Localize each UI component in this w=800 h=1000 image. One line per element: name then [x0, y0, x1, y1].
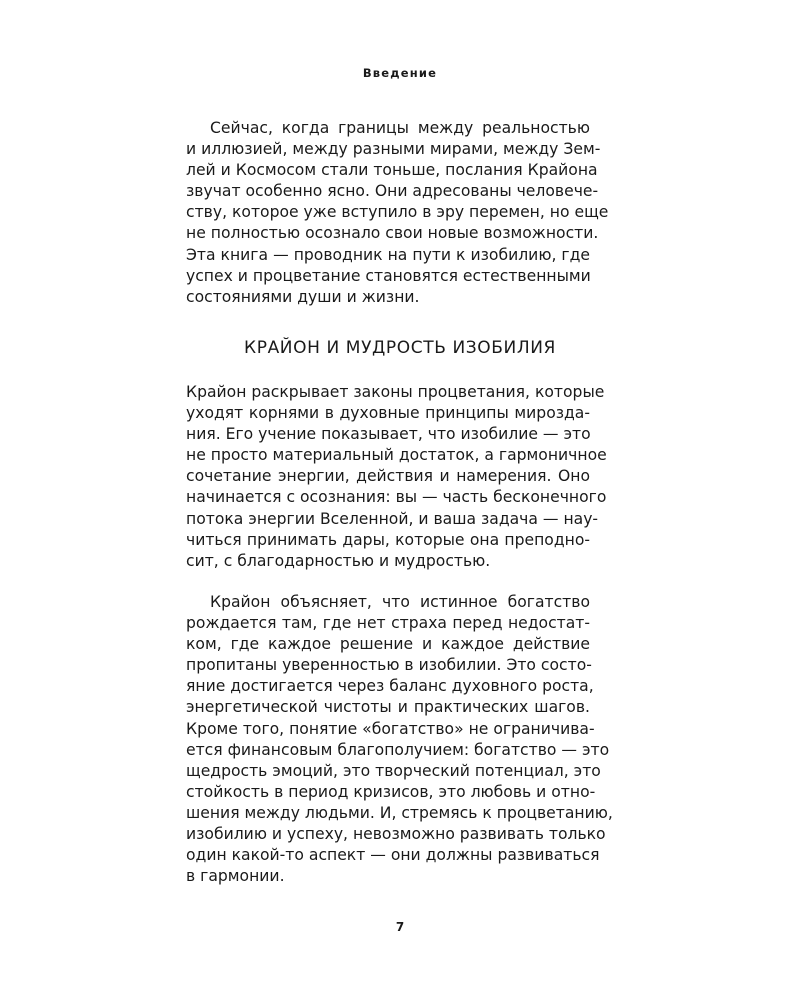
section-heading: КРАЙОН И МУДРОСТЬ ИЗОБИЛИЯ: [244, 338, 556, 358]
text-line: Крайон раскрывает законы процветания, которые: [186, 383, 605, 401]
text-line: Сейчас, когда границы между реальностью: [210, 119, 590, 137]
text-line: яние достигается через баланс духовного роста,: [186, 677, 594, 696]
text-line: энергетической чистоты и практических шагов.: [186, 698, 590, 717]
text-line: и иллюзией, между разными мирами, между Зем-: [186, 140, 601, 159]
intro-paragraph: [186, 118, 609, 308]
section-paragraph-1: [186, 382, 607, 572]
text-line: в гармонии.: [186, 867, 285, 886]
text-line: ния. Его учение показывает, что изобилие — это: [186, 425, 591, 444]
text-line: Эта книга — проводник на пути к изобилию, где: [186, 245, 590, 264]
text-line: ству, которое уже вступило в эру перемен, но еще: [186, 203, 609, 222]
text-line: Кроме того, понятие «богатство» не ограничива-: [186, 719, 595, 738]
running-head: Введение: [362, 66, 438, 80]
page-number: 7: [395, 920, 405, 934]
text-line: состояниями души и жизни.: [186, 287, 420, 306]
text-line: рождается там, где нет страха перед недостат-: [186, 614, 590, 633]
text-line: звучат особенно ясно. Они адресованы человече-: [186, 182, 599, 201]
text-line: потока энергии Вселенной, и ваша задача — нау-: [186, 509, 599, 528]
text-line: ком, где каждое решение и каждое действие: [186, 635, 590, 654]
text-line: успех и процветание становятся естественными: [186, 266, 591, 285]
text-line: один какой-то аспект — они должны развиваться: [186, 846, 600, 865]
text-line: Крайон объясняет, что истинное богатство: [210, 593, 590, 611]
text-line: не просто материальный достаток, а гармоничное: [186, 446, 607, 465]
text-line: читься принимать дары, которые она преподно-: [186, 530, 590, 549]
text-line: лей и Космосом стали тоньше, послания Крайона: [186, 161, 598, 180]
text-line: щедрость эмоций, это творческий потенциал, это: [186, 761, 601, 780]
text-line: уходят корнями в духовные принципы мирозда-: [186, 404, 590, 423]
text-line: изобилию и успеху, невозможно развивать только: [186, 825, 606, 844]
text-line: ется финансовым благополучием: богатство — это: [186, 740, 610, 759]
text-line: начинается с осознания: вы — часть бесконечного: [186, 488, 607, 507]
text-line: не полностью осознало свои новые возможности.: [186, 224, 599, 243]
text-line: пропитаны уверенностью в изобилии. Это состо-: [186, 656, 592, 675]
text-line: шения между людьми. И, стремясь к процветанию,: [186, 803, 613, 822]
text-line: сочетание энергии, действия и намерения. Оно: [186, 467, 590, 486]
section-paragraph-2: [186, 592, 613, 887]
text-line: сит, с благодарностью и мудростью.: [186, 551, 491, 570]
text-line: стойкость в период кризисов, это любовь и отно-: [186, 782, 596, 801]
